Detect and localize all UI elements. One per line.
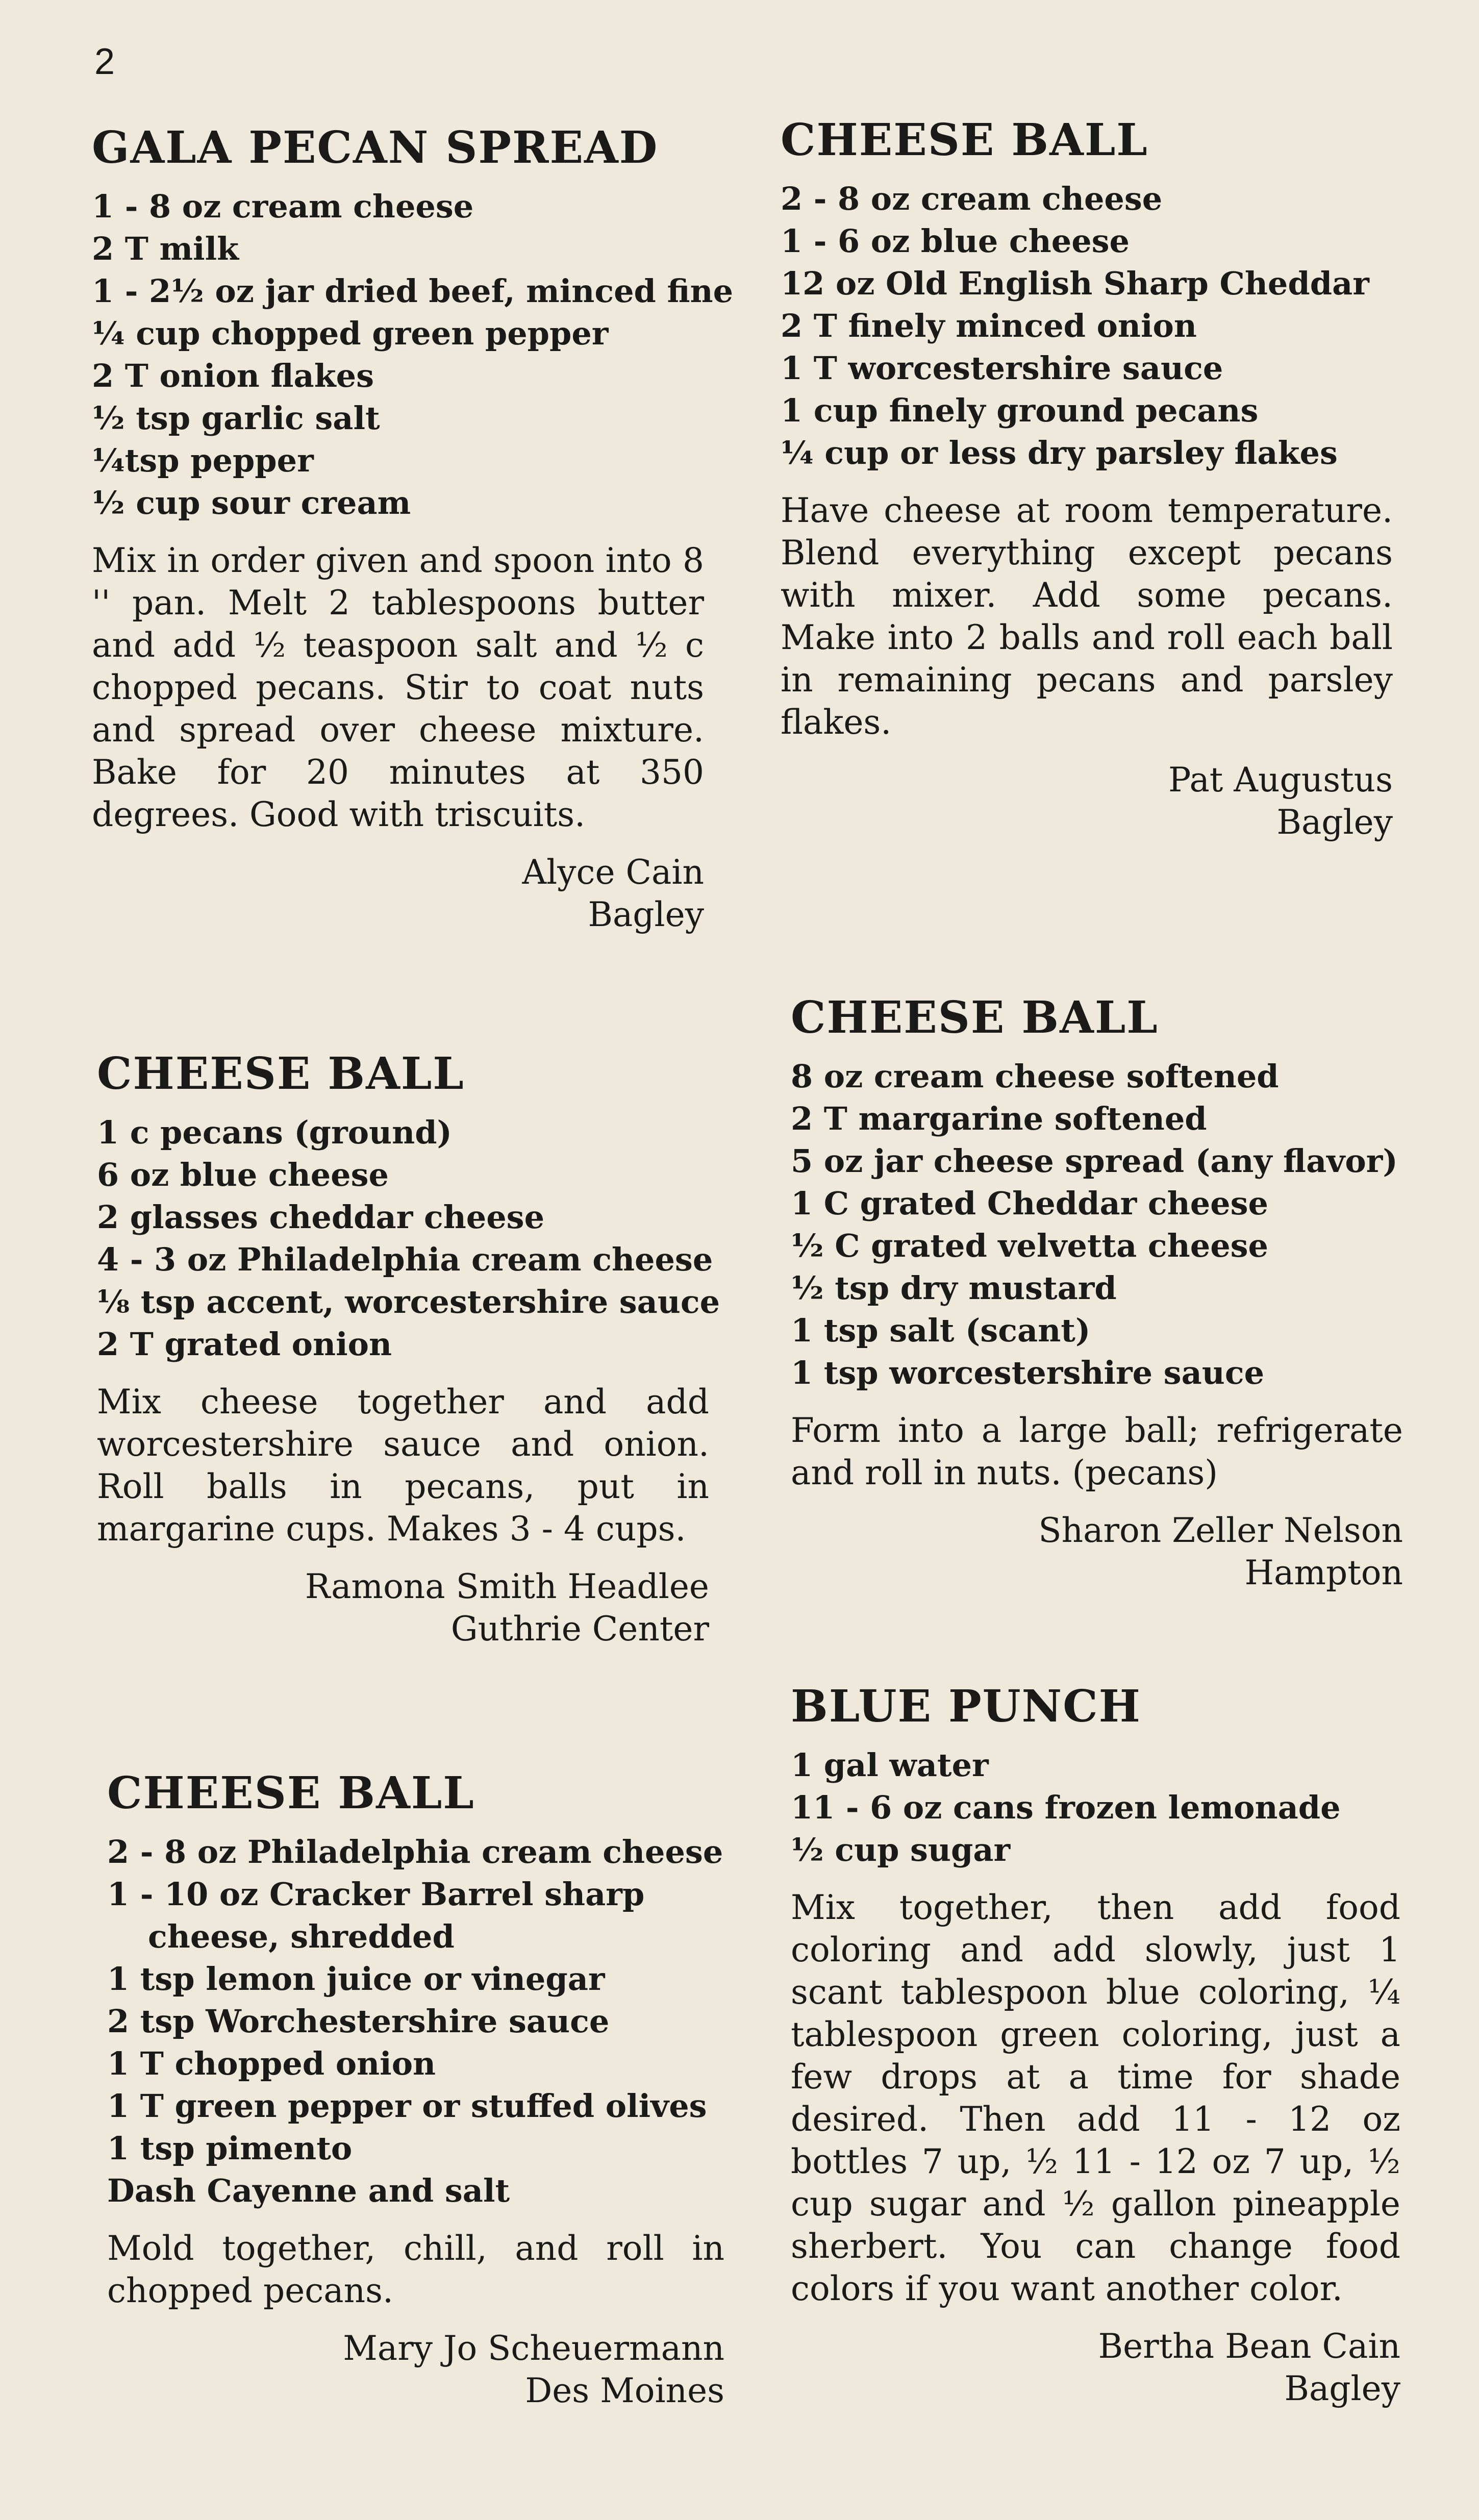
ingredient-item: ½ tsp dry mustard (791, 1269, 1117, 1307)
ingredient-item: 2 T grated onion (97, 1326, 392, 1363)
ingredient-item: ½ cup sugar (791, 1831, 1011, 1869)
recipe-instructions: Mix together, then add food coloring and add slowly, just 1 scant tablespoon blue coloring, ¼ tablespoon green coloring, just a few drops at a time for shade desired. Then add 11 - 12 oz bottles 7 up, ½ 11 - 12 oz 7 up, ½ cup sugar and ½ gallon pineapple sherbert. You can change food colors if you want another color. (791, 1888, 1400, 2309)
ingredient-item: ½ tsp garlic salt (92, 400, 380, 437)
ingredient-item: 1 gal water (791, 1746, 989, 1784)
ingredient-item: 1 tsp salt (scant) (791, 1312, 1091, 1350)
ingredient-item: 1 cup finely ground pecans (781, 392, 1259, 430)
ingredient-list (92, 185, 734, 524)
recipe-gala-pecan-spread (92, 122, 734, 936)
recipe-blue-punch (791, 1681, 1400, 2410)
contributor-location: Guthrie Center (450, 1609, 709, 1649)
ingredient-item: 6 oz blue cheese (97, 1156, 389, 1194)
ingredient-item: Dash Cayenne and salt (107, 2172, 510, 2210)
contributor-location: Hampton (1244, 1553, 1403, 1593)
ingredient-item: 2 glasses cheddar cheese (97, 1199, 545, 1236)
contributor-location: Bagley (588, 895, 704, 935)
ingredient-item: 1 - 8 oz cream cheese (92, 188, 474, 226)
contributor-location: Bagley (1276, 803, 1393, 842)
contributor-name: Ramona Smith Headlee (305, 1567, 709, 1607)
ingredient-item: 8 oz cream cheese softened (791, 1058, 1279, 1095)
contributor-location: Des Moines (525, 2371, 724, 2411)
ingredient-item: 1 - 6 oz blue cheese (781, 222, 1130, 260)
page-number: 2 (94, 41, 115, 82)
contributor-name: Sharon Zeller Nelson (1038, 1511, 1403, 1551)
ingredient-item: ⅛ tsp accent, worcestershire sauce (97, 1283, 720, 1321)
ingredient-item: 2 - 8 oz cream cheese (781, 180, 1163, 218)
recipe-title: CHEESE BALL (791, 992, 1159, 1043)
ingredient-item: ½ C grated velvetta cheese (791, 1227, 1268, 1265)
recipe-cheese-ball-augustus (781, 114, 1393, 843)
ingredient-item: 11 - 6 oz cans frozen lemonade (791, 1789, 1341, 1827)
ingredient-item: 2 T finely minced onion (781, 307, 1197, 345)
recipe-title: GALA PECAN SPREAD (92, 122, 659, 173)
ingredient-item: 2 T onion flakes (92, 357, 374, 395)
ingredient-item: 1 - 2½ oz jar dried beef, minced fine (92, 272, 734, 310)
recipe-contributor (92, 851, 704, 936)
contributor-location: Bagley (1284, 2369, 1400, 2409)
contributor-name: Mary Jo Scheuermann (343, 2329, 724, 2368)
ingredient-item: 1 T green pepper or stuffed olives (107, 2087, 707, 2125)
contributor-name: Alyce Cain (522, 853, 704, 892)
recipe-contributor (791, 1509, 1403, 1594)
recipe-instructions: Mix cheese together and add worcestershire sauce and onion. Roll balls in pecans, put in margarine cups. Makes 3 - 4 cups. (97, 1382, 709, 1549)
ingredient-item: 12 oz Old English Sharp Cheddar (781, 265, 1369, 303)
ingredient-item: 1 C grated Cheddar cheese (791, 1185, 1268, 1222)
recipe-instructions: Have cheese at room temperature. Blend everything except pecans with mixer. Add some pecans. Make into 2 balls and roll each ball in remaining pecans and parsley flakes. (781, 491, 1393, 742)
ingredient-item: 5 oz jar cheese spread (any flavor) (791, 1142, 1398, 1180)
ingredient-item: ½ cup sour cream (92, 484, 411, 522)
recipe-cheese-ball-scheuermann (107, 1767, 724, 2412)
ingredient-list (781, 178, 1393, 474)
ingredient-item: 1 c pecans (ground) (97, 1114, 452, 1152)
recipe-title: CHEESE BALL (107, 1767, 475, 1819)
recipe-title: CHEESE BALL (97, 1048, 465, 1100)
recipe-instructions: Mold together, chill, and roll in chopped pecans. (107, 2229, 724, 2311)
ingredient-item: 2 T milk (92, 230, 239, 268)
ingredient-item: 1 tsp lemon juice or vinegar (107, 1960, 605, 1998)
ingredient-item: 1 - 10 oz Cracker Barrel sharp cheese, shredded (107, 1876, 645, 1956)
recipe-title: CHEESE BALL (781, 114, 1148, 166)
recipe-contributor (781, 759, 1393, 843)
recipe-cheese-ball-headlee (97, 1048, 720, 1650)
ingredient-item: 1 T chopped onion (107, 2045, 436, 2083)
contributor-name: Pat Augustus (1168, 760, 1393, 800)
ingredient-item: 1 tsp worcestershire sauce (791, 1354, 1265, 1392)
contributor-name: Bertha Bean Cain (1098, 2327, 1400, 2366)
ingredient-item: ¼ cup chopped green pepper (92, 315, 609, 353)
recipe-contributor (107, 2327, 724, 2412)
ingredient-item: 2 - 8 oz Philadelphia cream cheese (107, 1833, 723, 1871)
recipe-title: BLUE PUNCH (791, 1681, 1141, 1732)
ingredient-list (791, 1055, 1403, 1394)
recipe-cheese-ball-nelson (791, 992, 1403, 1594)
ingredient-list (107, 1831, 724, 2212)
ingredient-item: ¼tsp pepper (92, 442, 314, 480)
ingredient-item: 1 tsp pimento (107, 2130, 353, 2167)
ingredient-item: ¼ cup or less dry parsley flakes (781, 434, 1338, 472)
ingredient-item: 1 T worcestershire sauce (781, 350, 1223, 387)
recipe-contributor (97, 1565, 709, 1650)
recipe-instructions: Mix in order given and spoon into 8 '' pan. Melt 2 tablespoons butter and add ½ teaspoon salt and ½ c chopped pecans. Stir to coat nuts and spread over cheese mixture. Bake for 20 minutes at 350 degrees. Good with triscuits. (92, 541, 704, 835)
ingredient-item: 2 T margarine softened (791, 1100, 1207, 1138)
recipe-instructions: Form into a large ball; refrigerate and roll in nuts. (pecans) (791, 1411, 1403, 1493)
ingredient-list (791, 1744, 1400, 1871)
ingredient-item: 2 tsp Worchestershire sauce (107, 2003, 610, 2040)
ingredient-list (97, 1111, 720, 1365)
ingredient-item: 4 - 3 oz Philadelphia cream cheese (97, 1241, 713, 1279)
recipe-contributor (791, 2325, 1400, 2410)
